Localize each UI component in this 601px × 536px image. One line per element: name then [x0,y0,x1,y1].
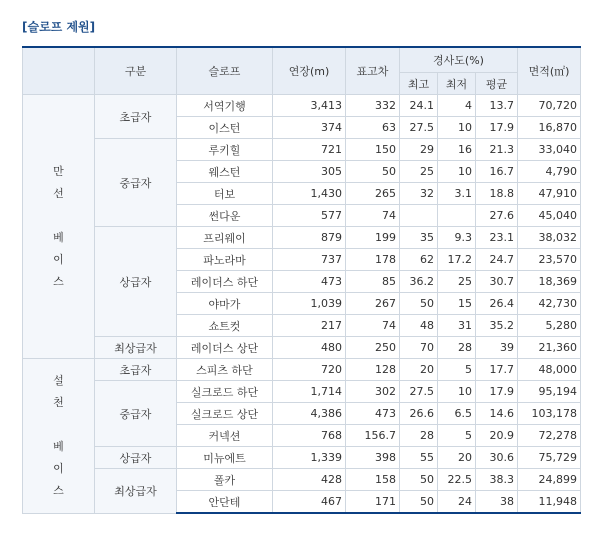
header-gradient: 경사도(%) [400,47,518,73]
level-beginner: 초급자 [95,359,177,381]
slope-name: 웨스턴 [177,161,273,183]
level-advanced: 상급자 [95,227,177,337]
slope-name: 레이더스 하단 [177,271,273,293]
table-row: 야마가 1,039 267 50 15 26.4 42,730 [23,293,581,315]
header-elevation: 표고차 [346,47,400,95]
header-slope: 슬로프 [177,47,273,95]
level-intermediate: 중급자 [95,139,177,227]
table-row: 썬다운 577 74 27.6 45,040 [23,205,581,227]
table-row: 웨스턴 305 50 25 10 16.7 4,790 [23,161,581,183]
slope-name: 프리웨이 [177,227,273,249]
header-level: 구분 [95,47,177,95]
slope-name: 터보 [177,183,273,205]
level-advanced: 상급자 [95,447,177,469]
table-row: 설 천 베 이 스 초급자 스피츠 하단 720 128 20 5 17.7 48,000 [23,359,581,381]
slope-name: 스피츠 하단 [177,359,273,381]
header-avg: 평균 [476,73,518,95]
area-seolcheon: 설 천 베 이 스 [23,359,95,514]
header-area [23,47,95,95]
table-row: 상급자 프리웨이 879 199 35 9.3 23.1 38,032 [23,227,581,249]
header-max: 최고 [400,73,438,95]
slope-name: 폴카 [177,469,273,491]
table-row: 파노라마 737 178 62 17.2 24.7 23,570 [23,249,581,271]
area-manseon: 만 선 베 이 스 [23,95,95,359]
slope-name: 실크로드 상단 [177,403,273,425]
table-row: 안단테 467 171 50 24 38 11,948 [23,491,581,514]
slope-name: 실크로드 하단 [177,381,273,403]
level-intermediate: 중급자 [95,381,177,447]
slope-name: 쇼트컷 [177,315,273,337]
slope-name: 루키힐 [177,139,273,161]
table-row: 중급자 실크로드 하단 1,714 302 27.5 10 17.9 95,194 [23,381,581,403]
slope-name: 서역기행 [177,95,273,117]
table-row: 쇼트컷 217 74 48 31 35.2 5,280 [23,315,581,337]
table-row: 터보 1,430 265 32 3.1 18.8 47,910 [23,183,581,205]
header-area-sq: 면적(㎡) [518,47,581,95]
table-row: 레이더스 하단 473 85 36.2 25 30.7 18,369 [23,271,581,293]
table-row: 이스턴 374 63 27.5 10 17.9 16,870 [23,117,581,139]
header-min: 최저 [438,73,476,95]
slope-name: 레이더스 상단 [177,337,273,359]
slope-name: 커넥션 [177,425,273,447]
slope-name: 미뉴에트 [177,447,273,469]
table-row: 최상급자 폴카 428 158 50 22.5 38.3 24,899 [23,469,581,491]
slope-name: 이스턴 [177,117,273,139]
slope-name: 파노라마 [177,249,273,271]
slope-spec-table [22,46,581,514]
level-expert: 최상급자 [95,337,177,359]
slope-name: 썬다운 [177,205,273,227]
header-length: 연장(m) [273,47,346,95]
table-row: 만 선 베 이 스 초급자 서역기행 3,413 332 24.1 4 13.7 70,720 [23,95,581,117]
table-row: 상급자 미뉴에트 1,339 398 55 20 30.6 75,729 [23,447,581,469]
slope-name: 야마가 [177,293,273,315]
slope-name: 안단테 [177,491,273,514]
table-row: 커넥션 768 156.7 28 5 20.9 72,278 [23,425,581,447]
table-row: 중급자 루키힐 721 150 29 16 21.3 33,040 [23,139,581,161]
level-expert: 최상급자 [95,469,177,514]
table-row: 실크로드 상단 4,386 473 26.6 6.5 14.6 103,178 [23,403,581,425]
table-row: 최상급자 레이더스 상단 480 250 70 28 39 21,360 [23,337,581,359]
level-beginner: 초급자 [95,95,177,139]
page-title: [슬로프 제원] [22,20,96,34]
